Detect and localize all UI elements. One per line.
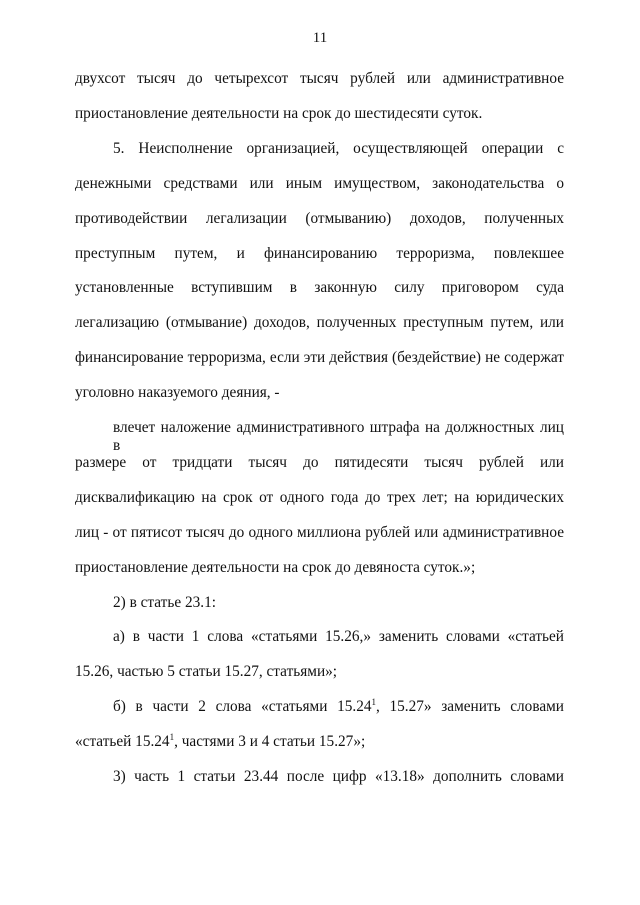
- line-text: 3) часть 1 статьи 23.44 после цифр «13.18» дополнить словами: [113, 768, 564, 785]
- line-text: «статьей 15.24: [75, 733, 170, 751]
- line-text: установленные вступившим в законную силу приговором суда: [75, 279, 564, 297]
- text-line: [75, 663, 564, 681]
- text-line: [75, 70, 564, 88]
- line-text: а) в части 1 слова «статьями 15.26,» заменить словами «статьей: [113, 628, 564, 646]
- line-text: преступным путем, и финансированию терроризма, повлекшее: [75, 244, 564, 262]
- line-text: финансирование терроризма, если эти действия (бездействие) не содержат: [75, 349, 564, 367]
- page-number: 11: [312, 30, 328, 46]
- text-line: [75, 384, 564, 402]
- text-line: [75, 454, 564, 472]
- line-text: 2) в статье 23.1:: [113, 593, 216, 611]
- superscript: 1: [169, 732, 175, 743]
- text-line: [75, 489, 564, 507]
- text-line: [75, 279, 564, 297]
- line-text: лиц - от пятисот тысяч до одного миллиона рублей или административное: [75, 523, 564, 541]
- text-line: [75, 559, 564, 577]
- text-line: [75, 175, 564, 193]
- line-text: , 15.27» заменить словами: [376, 698, 564, 716]
- text-line: [75, 105, 564, 123]
- line-text: приостановление деятельности на срок до шестидесяти суток.: [75, 104, 483, 122]
- text-line: [75, 245, 564, 263]
- text-line: [75, 733, 564, 751]
- text-line: [113, 594, 564, 612]
- text-line: [75, 349, 564, 367]
- text-line: [113, 698, 564, 716]
- text-line: [75, 524, 564, 542]
- line-text: , частями 3 и 4 статьи 15.27»;: [174, 733, 366, 751]
- text-line: [75, 314, 564, 332]
- line-text: противодействии легализации (отмыванию) доходов, полученных: [75, 209, 564, 227]
- text-line: [75, 210, 564, 228]
- line-text: денежными средствами или иным имуществом, законодательства о: [75, 174, 564, 192]
- line-text: легализацию (отмывание) доходов, полученных преступным путем, или: [75, 314, 564, 332]
- line-text: приостановление деятельности на срок до девяноста суток.»;: [75, 558, 476, 576]
- text-line: [113, 419, 564, 455]
- line-text: 5. Неисполнение организацией, осуществляющей операции с: [113, 139, 564, 157]
- line-text: влечет наложение административного штрафа на должностных лиц в: [113, 419, 564, 454]
- line-text: 15.26, частью 5 статьи 15.27, статьями»;: [75, 663, 338, 681]
- line-text: уголовно наказуемого деяния, -: [75, 384, 280, 402]
- line-text: дисквалификацию на срок от одного года до трех лет; на юридических: [75, 488, 564, 506]
- line-text: размере от тридцати тысяч до пятидесяти тысяч рублей или: [75, 453, 564, 471]
- superscript: 1: [371, 697, 376, 708]
- text-line: [113, 768, 564, 786]
- text-line: [113, 628, 564, 646]
- line-text: двухсот тысяч до четырехсот тысяч рублей или административное: [75, 70, 564, 87]
- line-text: б) в части 2 слова «статьями 15.24: [113, 698, 372, 716]
- text-line: [113, 140, 564, 158]
